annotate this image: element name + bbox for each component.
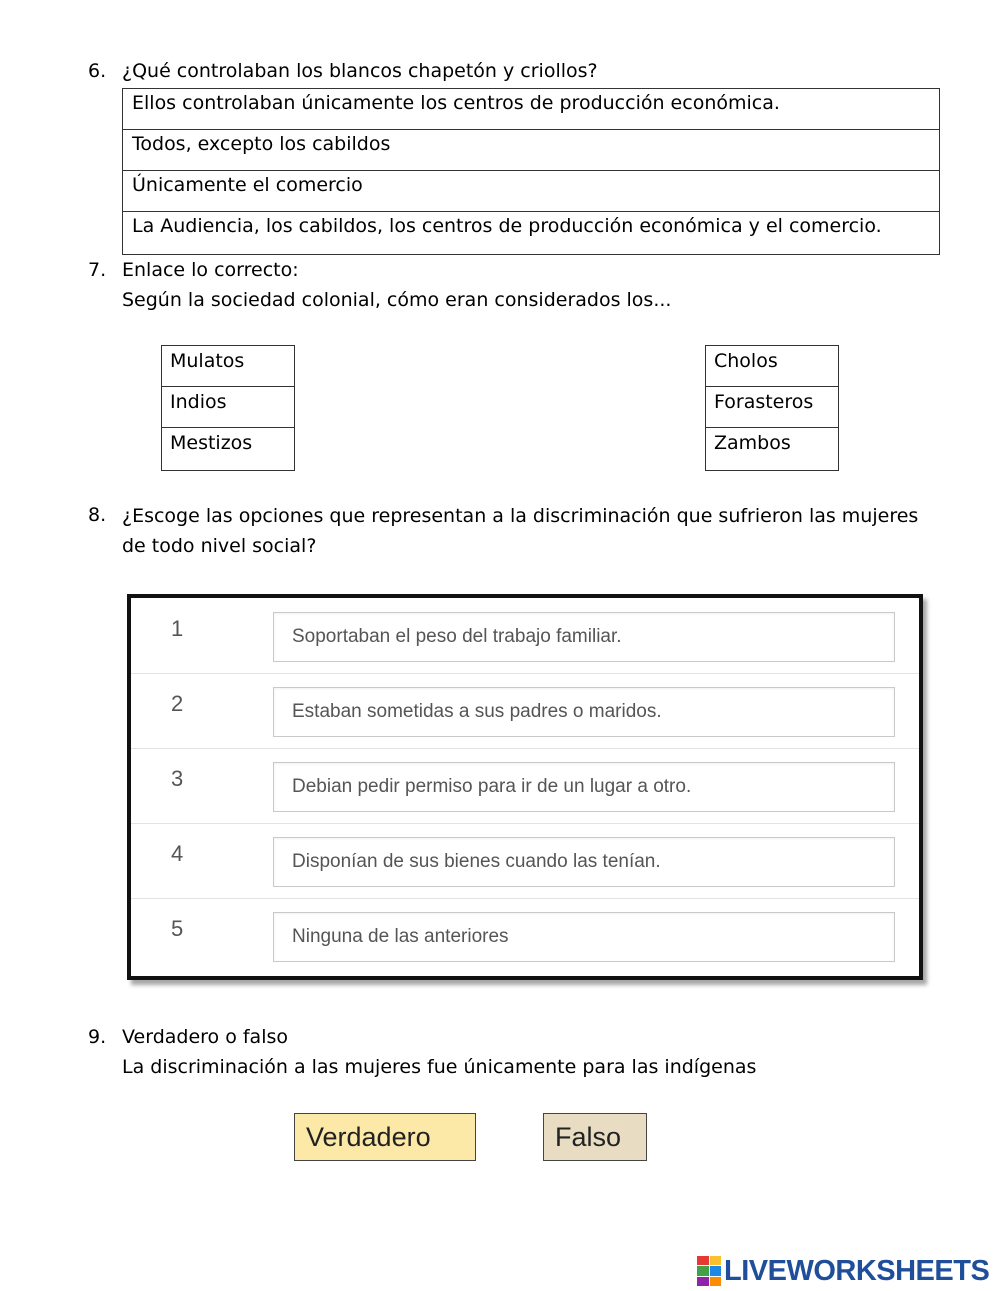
question-6-option[interactable]: Todos, excepto los cabildos (123, 130, 939, 171)
match-right-item[interactable]: Forasteros (706, 387, 838, 428)
question-6-text: ¿Qué controlaban los blancos chapetón y criollos? (122, 60, 598, 82)
option-number: 3 (171, 766, 184, 791)
liveworksheets-logo-text: LIVEWORKSHEETS (724, 1254, 990, 1287)
question-9-title: Verdadero o falso (122, 1026, 288, 1048)
match-left-item[interactable]: Mestizos (170, 432, 253, 454)
question-6-options (122, 88, 940, 255)
question-7-prompt: Según la sociedad colonial, cómo eran considerados los... (122, 289, 672, 311)
question-6-option[interactable]: Únicamente el comercio (123, 171, 939, 212)
question-8-number: 8. (88, 504, 107, 526)
question-7-number: 7. (88, 259, 107, 281)
option-row (131, 598, 919, 674)
question-9-number: 9. (88, 1026, 107, 1048)
option-row (131, 898, 919, 973)
liveworksheets-logo (697, 1254, 989, 1288)
option-box[interactable]: Estaban sometidas a sus padres o maridos. (273, 687, 895, 737)
match-right-item[interactable]: Cholos (706, 346, 838, 387)
match-left-column (161, 345, 295, 471)
question-6-option[interactable]: La Audiencia, los cabildos, los centros de producción económica y el comercio. (132, 215, 882, 237)
question-9-statement: La discriminación a las mujeres fue únicamente para las indígenas (122, 1056, 757, 1078)
option-row (131, 673, 919, 749)
option-number: 5 (171, 916, 184, 941)
question-8-options-panel (127, 594, 923, 980)
question-6-option[interactable]: Ellos controlaban únicamente los centros de producción económica. (123, 89, 939, 130)
question-7-instruction: Enlace lo correcto: (122, 259, 299, 281)
option-box[interactable]: Ninguna de las anteriores (273, 912, 895, 962)
question-6-number: 6. (88, 60, 107, 82)
true-button[interactable]: Verdadero (294, 1113, 476, 1161)
option-box[interactable]: Soportaban el peso del trabajo familiar. (273, 612, 895, 662)
match-right-column (705, 345, 839, 471)
question-8-text: ¿Escoge las opciones que representan a la discriminación que sufrieron las mujeres de todo nivel social? (122, 505, 919, 557)
liveworksheets-logo-icon (697, 1256, 721, 1286)
match-right-item[interactable]: Zambos (714, 432, 791, 454)
option-number: 1 (171, 616, 184, 641)
match-left-item[interactable]: Indios (162, 387, 294, 428)
option-number: 4 (171, 841, 184, 866)
option-row (131, 823, 919, 899)
match-left-item[interactable]: Mulatos (162, 346, 294, 387)
option-box[interactable]: Disponían de sus bienes cuando las tenían. (273, 837, 895, 887)
false-button[interactable]: Falso (543, 1113, 647, 1161)
option-box[interactable]: Debian pedir permiso para ir de un lugar a otro. (273, 762, 895, 812)
option-number: 2 (171, 691, 184, 716)
option-row (131, 748, 919, 824)
